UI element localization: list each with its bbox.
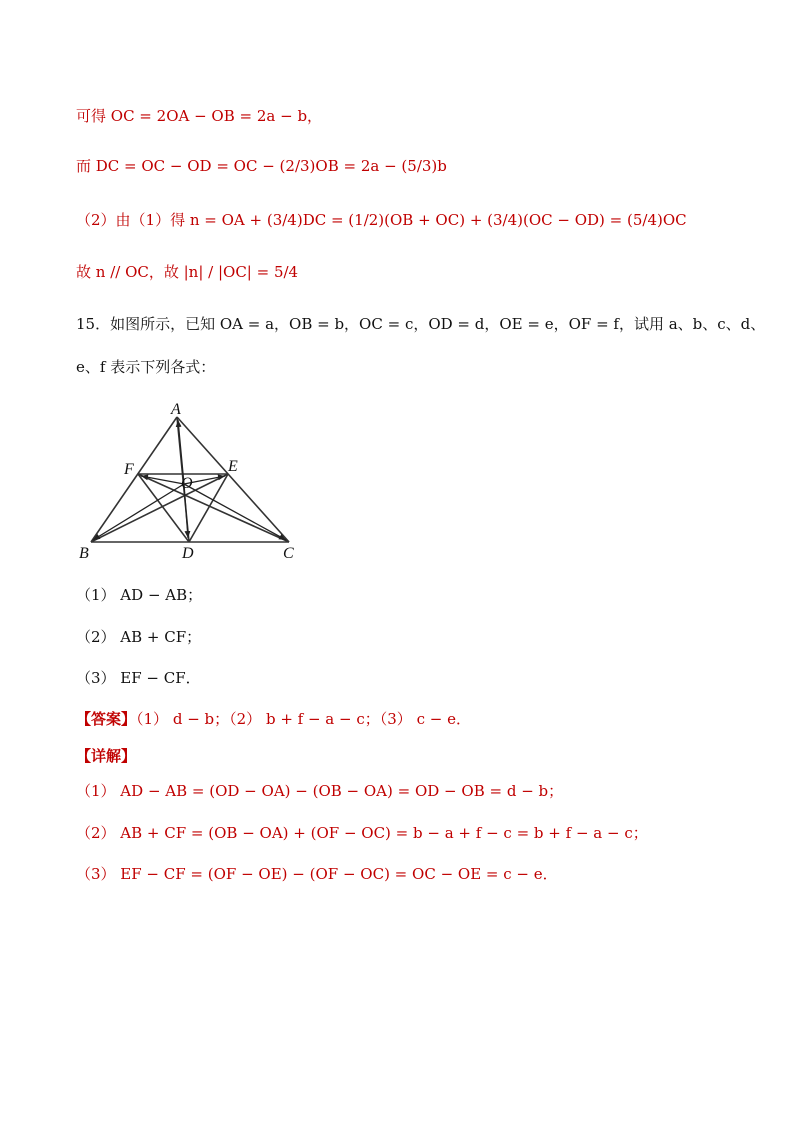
- answer-line: [76, 709, 471, 729]
- detail-line-1: （1） AD − AB = (OD − OA) − (OB − OA) = OD − OB = d − b；: [76, 782, 564, 800]
- question-1: （1） AD − AB；: [76, 586, 203, 604]
- label-f: F: [124, 461, 134, 478]
- solution-line-part2: （2）由（1）得 n = OA + (3/4)DC = (1/2)(OB + OC) + (3/4)(OC − OD) = (5/4)OC: [76, 211, 687, 229]
- answer-body: （1） d − b；（2） b + f − a − c；（3） c − e．: [136, 710, 471, 728]
- label-e: E: [228, 458, 238, 475]
- detail-tag: 【详解】: [76, 747, 137, 765]
- side-ab: [91, 417, 177, 542]
- side-ac: [177, 417, 289, 542]
- label-d: D: [182, 545, 194, 562]
- label-a: A: [171, 401, 181, 418]
- detail-line-3: （3） EF − CF = (OF − OE) − (OF − OC) = OC − OE = c − e．: [76, 865, 558, 883]
- triangle-figure: [76, 398, 306, 566]
- solution-line-dc: 而 DC = OC − OD = OC − (2/3)OB = 2a − (5/3)b: [76, 157, 447, 175]
- question-3: （3） EF − CF．: [76, 669, 201, 687]
- solution-line-ratio: 故 n // OC，故 |n| / |OC| = 5/4: [76, 263, 299, 281]
- label-c: C: [283, 545, 294, 562]
- vector-od: [184, 484, 188, 538]
- detail-line-2: （2） AB + CF = (OB − OA) + (OF − OC) = b − a + f − c = b + f − a − c；: [76, 824, 648, 842]
- label-o: O: [181, 475, 193, 492]
- answer-tag: 【答案】: [76, 710, 137, 728]
- vector-of: [141, 476, 184, 484]
- solution-line-oc: 可得 OC = 2OA − OB = 2a − b，: [76, 107, 323, 125]
- question-2: （2） AB + CF；: [76, 628, 202, 646]
- vector-oc: [184, 484, 286, 540]
- problem-15-statement: 15．如图所示，已知 OA = a，OB = b，OC = c，OD = d，OE = e，OF = f，试用 a、b、c、d、: [76, 315, 766, 333]
- label-b: B: [79, 545, 89, 562]
- problem-15-statement-cont: e、f 表示下列各式：: [76, 358, 216, 376]
- vector-ob: [93, 484, 184, 540]
